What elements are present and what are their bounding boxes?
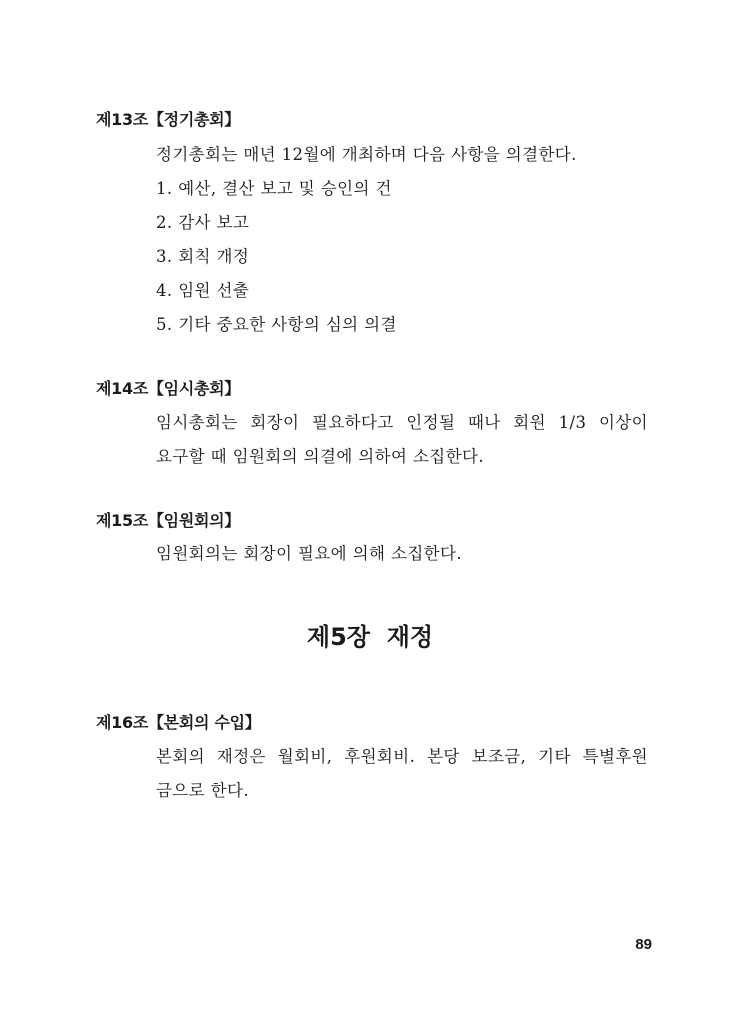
article-13-item-2: 2. 감사 보고	[156, 213, 250, 232]
article-13-item-4: 4. 임원 선출	[156, 281, 250, 300]
article-13-heading: 제13조【정기총회】	[96, 110, 241, 129]
article-15-heading: 제15조【임원회의】	[96, 511, 241, 530]
article-16-line-1: 본회의 재정은 월회비, 후원회비. 본당 보조금, 기타 특별후원	[156, 747, 648, 766]
article-14-heading: 제14조【임시총회】	[96, 379, 241, 398]
article-13-line-1: 정기총회는 매년 12월에 개최하며 다음 사항을 의결한다.	[156, 145, 577, 164]
article-13-item-5: 5. 기타 중요한 사항의 심의 의결	[156, 315, 397, 334]
article-13-item-3: 3. 회칙 개정	[156, 247, 250, 266]
article-13-item-1: 1. 예산, 결산 보고 및 승인의 건	[156, 179, 392, 198]
article-16-heading: 제16조【본회의 수입】	[96, 713, 261, 732]
article-14-line-2: 요구할 때 임원회의 의결에 의하여 소집한다.	[156, 447, 484, 466]
article-14-line-1: 임시총회는 회장이 필요하다고 인정될 때나 회원 1/3 이상이	[156, 413, 648, 432]
chapter-title: 제5장 재정	[306, 623, 434, 651]
article-15-line-1: 임원회의는 회장이 필요에 의해 소집한다.	[156, 544, 462, 563]
page-number: 89	[635, 936, 652, 953]
article-16-line-2: 금으로 한다.	[156, 781, 249, 800]
